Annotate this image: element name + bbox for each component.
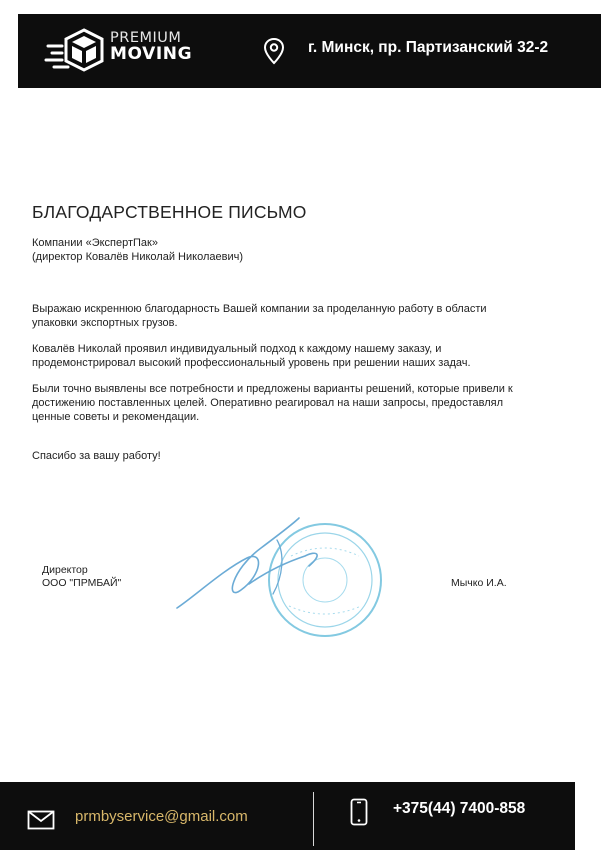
letter-paragraph bbox=[32, 342, 572, 370]
paragraph-line: ценные советы и рекомендации. bbox=[32, 411, 200, 423]
envelope-icon bbox=[27, 810, 55, 830]
signer-name: Мычко И.А. bbox=[451, 577, 507, 589]
paragraph-line: упаковки экспортных грузов. bbox=[32, 317, 178, 329]
phone-link[interactable]: +375(44) 7400-858 bbox=[393, 800, 526, 817]
paragraph-line: Ковалёв Николай проявил индивидуальный подход к каждому нашему заказу, и bbox=[32, 343, 442, 355]
paragraph-line: Выражаю искреннюю благодарность Вашей компании за проделанную работу в области bbox=[32, 303, 487, 315]
smartphone-icon bbox=[350, 798, 368, 826]
signer-company: ООО "ПРМБАЙ" bbox=[42, 577, 122, 589]
recipient-company: Компании «ЭкспертПак» bbox=[32, 237, 158, 249]
company-address: г. Минск, пр. Партизанский 32-2 bbox=[308, 39, 549, 56]
email-link[interactable]: prmbyservice@gmail.com bbox=[75, 808, 248, 825]
paragraph-line: достижению поставленных целей. Оперативно реагировал на наши запросы, предоставлял bbox=[32, 397, 503, 409]
letter-title: БЛАГОДАРСТВЕННОЕ ПИСЬМО bbox=[32, 202, 307, 222]
moving-box-logo-icon bbox=[44, 26, 110, 76]
footer-bar bbox=[0, 782, 575, 850]
closing-thanks: Спасибо за вашу работу! bbox=[32, 450, 161, 462]
brand-name-top: PREMIUM bbox=[110, 30, 182, 46]
recipient-director: (директор Ковалёв Николай Николаевич) bbox=[32, 251, 243, 263]
signature-stamp-image bbox=[165, 510, 395, 640]
signer-position bbox=[42, 564, 121, 590]
footer-divider bbox=[313, 792, 314, 846]
paragraph-line: продемонстрировал высокий профессиональный уровень при решении наших задач. bbox=[32, 357, 471, 369]
brand-name-bottom: MOVING bbox=[110, 44, 193, 64]
recipient-block bbox=[32, 236, 243, 264]
map-pin-icon bbox=[262, 37, 286, 65]
header-bar bbox=[18, 14, 601, 88]
letter-paragraph bbox=[32, 302, 572, 330]
letter-paragraph bbox=[32, 382, 572, 424]
signer-title: Директор bbox=[42, 564, 88, 576]
paragraph-line: Были точно выявлены все потребности и предложены варианты решений, которые привели к bbox=[32, 383, 513, 395]
